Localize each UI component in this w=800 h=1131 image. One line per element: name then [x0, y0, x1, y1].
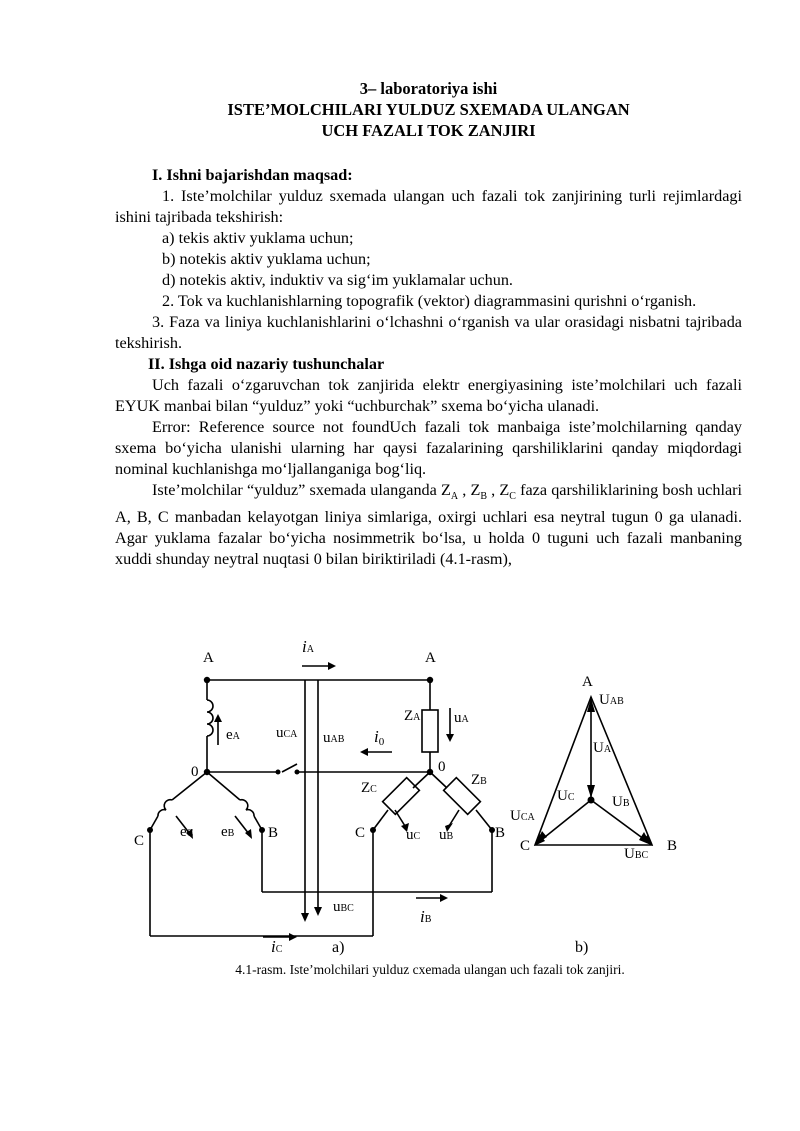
vector-node-b: B	[667, 838, 678, 854]
circuit-wires	[150, 666, 652, 937]
source-coil-c	[158, 800, 172, 816]
section1-item1d: d) notekis aktiv, induktiv va sig‘im yuklamalar uchun.	[162, 271, 513, 289]
label-ub: uB	[439, 827, 454, 843]
node-c-right: C	[355, 825, 366, 841]
section1-item3: 3. Faza va liniya kuchlanishlarini o‘lchashni o‘rganish va ular orasidagi nisbatni tajribada tekshirish.	[115, 313, 742, 352]
circuit-markers	[147, 662, 653, 941]
node-c-left: C	[134, 833, 145, 849]
label-ubc: uBC	[333, 899, 354, 915]
title-line-2: UCH FAZALI TOK ZANJIRI	[321, 121, 536, 140]
label-uca: uCA	[276, 725, 298, 741]
vector-label-ubc: UBC	[624, 846, 649, 862]
label-i0: i0	[374, 727, 385, 748]
title-line-1: ISTE’MOLCHILARI YULDUZ SXEMADA ULANGAN	[227, 100, 630, 119]
node-a-right: A	[425, 650, 436, 666]
node-b-left: B	[268, 825, 279, 841]
load-za	[422, 710, 438, 752]
neutral-switch	[282, 764, 297, 772]
label-uab: uAB	[323, 730, 345, 746]
label-za: ZA	[404, 708, 421, 724]
node-b-right: B	[495, 825, 506, 841]
source-coil-b	[240, 800, 254, 816]
lab-number: 3– laboratoriya ishi	[359, 79, 498, 98]
vector-node-c: C	[520, 838, 531, 854]
section1-item1b: b) notekis aktiv yuklama uchun;	[162, 250, 371, 268]
node-0-right: 0	[438, 759, 446, 775]
section2-para3: Iste’molchilar “yulduz” sxemada ulanganda $Z_A$ , $Z_B$ , $Z_C$ faza qarshiliklarining bosh uchlari A, B, C manbadan kelayotgan liniya simlariga, oxirgi uchlari esa neytral tugun 0 ga ulanadi. Agar yuklama fazalar bo‘yicha nosimmetrik bo‘lsa, u holda 0 tuguni uch fazali manbaning xuddi shunday neytral nuqtasi 0 bilan biriktiriladi (4.1-rasm),	[115, 481, 743, 569]
section1-item2: 2. Tok va kuchlanishlarning topografik (vektor) diagrammasini qurishni o‘rganish.	[162, 292, 697, 310]
label-eb: eB	[221, 824, 235, 840]
node-0-left: 0	[191, 764, 199, 780]
label-ib: iB	[420, 907, 432, 926]
figure-caption: 4.1-rasm. Iste’molchilari yulduz cxemada ulangan uch fazali tok zanjiri.	[235, 962, 625, 977]
label-zc: ZC	[361, 780, 377, 796]
figure-label-b: b)	[575, 939, 589, 956]
circuit-labels	[134, 637, 677, 956]
node-a-left: A	[203, 650, 214, 666]
figure-label-a: a)	[332, 939, 345, 956]
section2-heading: II. Ishga oid nazariy tushunchalar	[148, 355, 385, 373]
vector-label-ub: UB	[612, 794, 630, 810]
label-ia: iA	[302, 637, 314, 656]
source-coil-a	[207, 700, 213, 736]
label-ua: uA	[454, 710, 469, 726]
section1-item1a: a) tekis aktiv yuklama uchun;	[162, 229, 354, 247]
section1-item1: 1. Iste’molchilar yulduz sxemada ulangan uch fazali tok zanjirining turli rejimlardagi ishini tajribada tekshirish:	[115, 187, 742, 226]
label-uc: uC	[406, 827, 421, 843]
label-ic: iC	[271, 937, 283, 956]
load-zc	[383, 778, 420, 815]
label-ec: eC	[180, 824, 194, 840]
section1-heading: I. Ishni bajarishdan maqsad:	[152, 166, 353, 184]
section2-para1: Uch fazali o‘zgaruvchan tok zanjirida elektr energiyasining iste’molchilari uch fazali EYUK manbai bilan “yulduz” yoki “uchburchak” sxema bo‘yicha ulanadi.	[115, 376, 742, 415]
label-ea: eA	[226, 727, 240, 743]
vector-label-uca: UCA	[510, 808, 535, 824]
vector-triangle	[535, 697, 652, 845]
vector-node-a: A	[582, 674, 593, 690]
vector-label-uab: UAB	[599, 692, 624, 708]
vector-label-ua: UA	[593, 740, 612, 756]
label-zb: ZB	[471, 772, 487, 788]
section2-para2: Error: Reference source not foundUch fazali tok manbaiga iste’molchilarning qanday sxema bo‘yicha ulanishi ularning har qaysi fazalarining qarshiliklarini qanday miqdordagi nominal kuchlanishga mo‘ljallanganiga bog‘liq.	[115, 418, 742, 478]
vector-label-uc: UC	[557, 788, 575, 804]
